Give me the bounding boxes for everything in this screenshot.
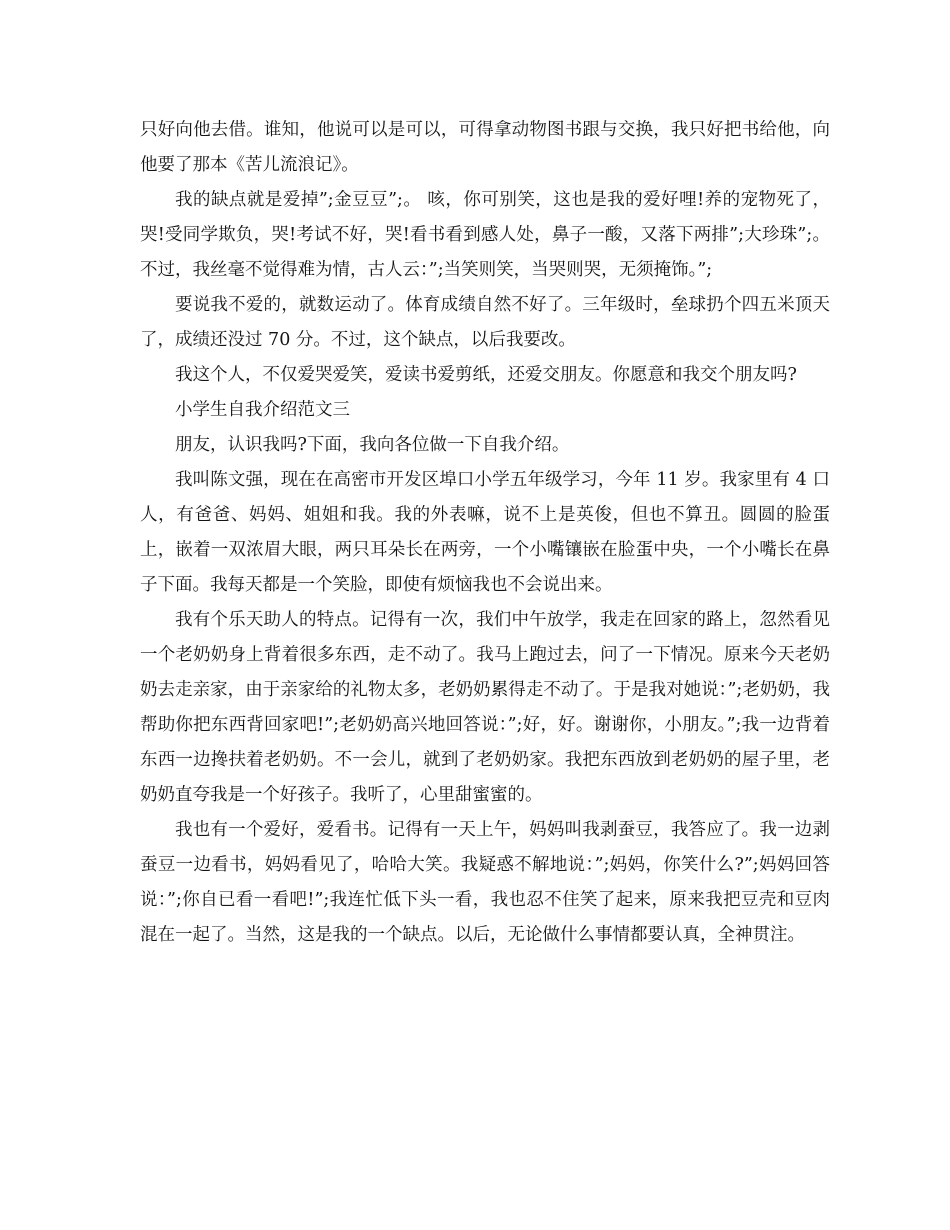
paragraph-introduction: 我叫陈文强，现在在高密市开发区埠口小学五年级学习，今年 11 岁。我家里有 4 口人，有爸爸、妈妈、姐姐和我。我的外表嘛，说不上是英俊，但也不算丑。圆圆的脸蛋上，嵌着一双浓眉大眼，两只耳朵长在两旁，一个小嘴镶嵌在脸蛋中央，一个小嘴长在鼻子下面。我每天都是一个笑脸，即使有烦恼我也不会说出来。 (140, 470, 830, 595)
paragraph-helping: 我有个乐天助人的特点。记得有一次，我们中午放学，我走在回家的路上，忽然看见一个老奶奶身上背着很多东西，走不动了。我马上跑过去，问了一下情况。原来今天老奶奶去走亲家，由于亲家给的礼物太多，老奶奶累得走不动了。于是我对她说：”;老奶奶，我帮助你把东西背回家吧!”;老奶奶高兴地回答说：”;好，好。谢谢你，小朋友。”;我一边背着东西一边搀扶着老奶奶。不一会儿，就到了老奶奶家。我把东西放到老奶奶的屋子里，老奶奶直夸我是一个好孩子。我听了，心里甜蜜蜜的。 (140, 610, 830, 805)
section-heading: 小学生自我介绍范文三 (175, 400, 350, 420)
paragraph-continuation: 只好向他去借。谁知，他说可以是可以，可得拿动物图书跟与交换，我只好把书给他，向他要了那本《苦儿流浪记》。 (140, 120, 830, 175)
paragraph-friends: 我这个人，不仅爱哭爱笑，爱读书爱剪纸，还爱交朋友。你愿意和我交个朋友吗? (175, 365, 797, 385)
paragraph-greeting: 朋友，认识我吗?下面，我向各位做一下自我介绍。 (175, 435, 570, 455)
paragraph-crying-habit: 我的缺点就是爱掉”;金豆豆”;。 咳，你可别笑，这也是我的爱好哩!养的宠物死了，哭!受同学欺负，哭!考试不好，哭!看书看到感人处，鼻子一酸，又落下两排”;大珍珠”;。不过，我丝毫不觉得难为情，古人云：”;当笑则笑，当哭则哭，无须掩饰。”; (140, 190, 830, 280)
document-body (140, 113, 830, 953)
paragraph-sports: 要说我不爱的，就数运动了。体育成绩自然不好了。三年级时，垒球扔个四五米顶天了，成绩还没过 70 分。不过，这个缺点，以后我要改。 (140, 295, 830, 350)
paragraph-reading: 我也有一个爱好，爱看书。记得有一天上午，妈妈叫我剥蚕豆，我答应了。我一边剥蚕豆一边看书，妈妈看见了，哈哈大笑。我疑惑不解地说：”;妈妈，你笑什么?”;妈妈回答说：”;你自已看一看吧!”;我连忙低下头一看，我也忍不住笑了起来，原来我把豆壳和豆肉混在一起了。当然，这是我的一个缺点。以后，无论做什么事情都要认真，全神贯注。 (140, 820, 830, 945)
